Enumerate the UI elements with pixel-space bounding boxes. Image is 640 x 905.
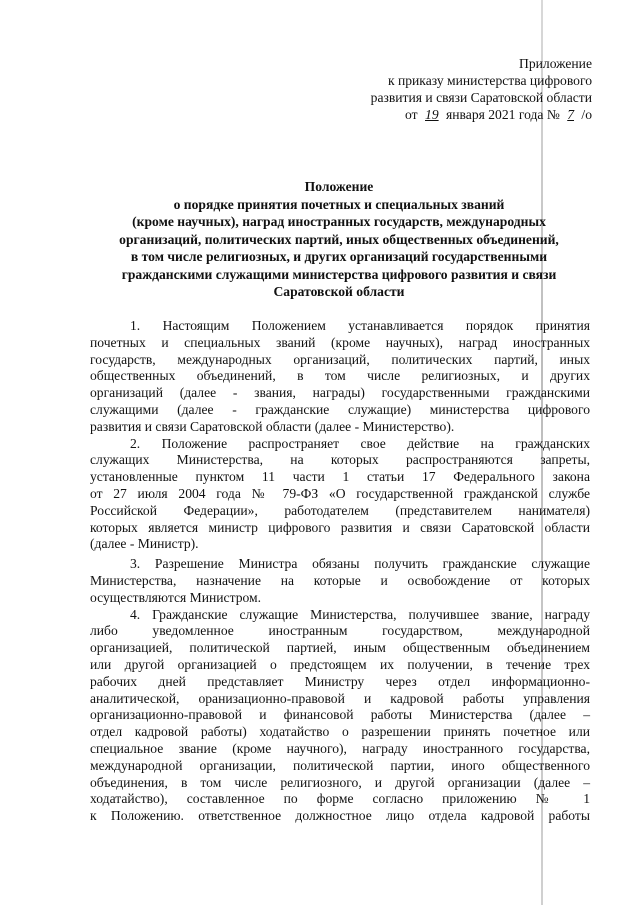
text-line: Министерства, назначение на которые и освобождение от которых: [90, 572, 590, 588]
text-line: осуществляются Министром.: [90, 589, 262, 605]
text-line: объединения, в том числе религиозного, и другой организации (далее –: [90, 774, 590, 790]
text-line: общественных объединений, в том числе религиозных, и других: [90, 368, 590, 384]
text-line: или другой организацией о предстоящем их получении, в течение трех: [90, 656, 590, 672]
appendix-block: [330, 55, 592, 123]
text-line: установленные пунктом 11 части 1 статьи 17 Федерального закона: [90, 469, 590, 485]
text-line: от 27 июля 2004 года № 79-ФЗ «О государственной гражданской службе: [90, 485, 590, 501]
text-line: Российской Федерации», работодателем (представителем нанимателя): [90, 502, 590, 518]
text-line: ходатайство), составленное по форме согласно приложению № 1: [90, 791, 590, 807]
heading-line: в том числе религиозных, и других организаций государственными: [130, 249, 548, 264]
heading-line: (кроме научных), наград иностранных государств, международных: [132, 214, 546, 229]
text-line: (далее - Министр).: [90, 536, 199, 552]
appendix-order-ref: к приказу министерства цифрового: [387, 73, 592, 88]
heading-line: Саратовской области: [273, 284, 405, 299]
text-line: развития и связи Саратовской области (далее - Министерство).: [90, 418, 455, 434]
text-line: отдел кадровой работы) ходатайство о разрешении принять почетное или: [90, 724, 590, 740]
text-line: к Положению. ответственное должностное лицо отдела кадровой работы: [90, 808, 590, 824]
text-line: организационно-правовой и финансовой работы Министерства (далее –: [90, 707, 590, 723]
text-line: аналитической, оранизационно-правовой и кадровой работы управления: [90, 690, 590, 706]
appendix-date-middle: января 2021 года №: [446, 107, 560, 122]
appendix-title: Приложение: [519, 56, 592, 71]
text-line: 3. Разрешение Министра обязаны получить гражданские служащие: [130, 556, 590, 572]
paragraph-3: [90, 556, 590, 606]
text-line: служащих Министерства, на которых распространяются запреты,: [90, 452, 590, 468]
text-line: организаций (далее - звания, награды) государственными гражданскими: [90, 385, 590, 401]
appendix-date-prefix: от: [405, 107, 418, 122]
appendix-date-suffix: /о: [581, 107, 592, 122]
document-heading: [104, 178, 574, 301]
text-line: которых является министр цифрового развития и связи Саратовской области: [90, 519, 590, 535]
heading-line: о порядке принятия почетных и специальных званий: [173, 196, 505, 212]
text-line: 4. Гражданские служащие Министерства, получившее звание, награду: [130, 606, 590, 622]
heading-line: Положение: [304, 179, 374, 194]
heading-line: гражданскими служащими министерства цифрового развития и связи: [121, 266, 557, 282]
text-line: организацией, политической партией, иным общественным объединением: [90, 640, 590, 656]
text-line: международной организации, политической партии, иного общественного: [90, 757, 590, 773]
handwritten-day: 19: [425, 107, 439, 122]
document-body: [90, 318, 590, 825]
appendix-ministry: развития и связи Саратовской области: [370, 90, 592, 105]
handwritten-number: 7: [567, 107, 575, 122]
text-line: служащими (далее - гражданские служащие) министерства цифрового: [90, 401, 590, 417]
paragraph-2: [90, 436, 590, 554]
text-line: государств, международных организаций, политических партий, иных: [90, 351, 590, 367]
paragraph-4: [90, 607, 590, 825]
appendix-date-line: [330, 106, 592, 123]
text-line: либо уведомленное иностранным государством, международной: [90, 623, 590, 639]
text-line: рабочих дней представляет Министру через отдел информационно-: [90, 673, 590, 689]
text-line: почетных и специальных званий (кроме научных), наград иностранных: [90, 334, 590, 350]
heading-line: организаций, политических партий, иных общественных объединений,: [119, 231, 559, 247]
paragraph-1: [90, 318, 590, 436]
text-line: специальное звание (кроме научного), награду иностранного государства,: [90, 740, 590, 756]
text-line: 2. Положение распространяет свое действие на гражданских: [130, 435, 590, 451]
text-line: 1. Настоящим Положением устанавливается порядок принятия: [130, 318, 590, 333]
